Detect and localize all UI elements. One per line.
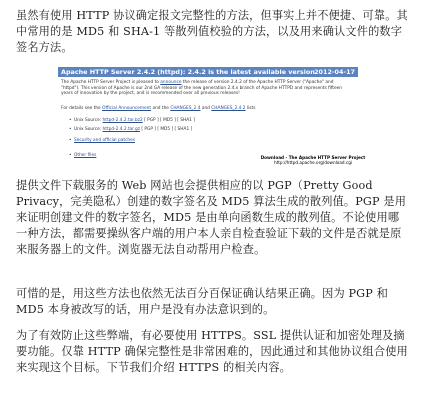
figure-caption: [258, 155, 368, 165]
item-extra[interactable]: [ PGP ] [ MD5 ] [ SHA1 ]: [139, 127, 193, 132]
details-pre: For details see the: [61, 106, 103, 111]
details-mid: and the: [151, 106, 171, 111]
download-item: [69, 138, 135, 143]
paragraph-https: 为了有效防止这些弊端，有必要使用 HTTPS。SSL 提供认证和加密处理及摘要功能。仅靠 HTTP 确保完整性是非常困难的，因此通过和其他协议组合使用来实现这个目标。下节我们介绍 HTTPS 的相关内容。: [16, 329, 408, 374]
figure-announcement-text: [61, 80, 353, 97]
figure-header-title: Apache HTTP Server 2.4.2 (httpd): 2.4.2 is the latest available version: [61, 68, 315, 76]
figure-header-bar: [58, 67, 358, 77]
item-extra[interactable]: [ PGP ] [ MD5 ] [ SHA1 ]: [142, 118, 195, 123]
official-announcement-link[interactable]: Official Announcement: [102, 106, 152, 111]
announce-link[interactable]: announce: [160, 80, 182, 85]
caption-title: Download - The Apache HTTP Server Project: [260, 155, 366, 160]
item-label: Unix Source:: [74, 118, 103, 123]
download-item: [69, 118, 195, 123]
bullet-icon: •: [69, 138, 72, 143]
paragraph-pgp-md5: 提供文件下载服务的 Web 网站也会提供相应的以 PGP（Pretty Good Privacy，完美隐私）创建的数字签名及 MD5 算法生成的散列值。PGP 是用来证明创建文件的数字签名，MD5 是由单向函数生成的散列值。不论使用哪一种方法，都需要操纵客户端的用户本人亲自检查验证下载的文件是否就是原来服务器上的文件。浏览器无法自动帮用户检查。: [16, 179, 407, 256]
caption-url: http://httpd.apache.org/download.cgi: [273, 160, 353, 166]
item-link[interactable]: Security and official patches: [74, 138, 136, 143]
paragraph-intro: 虽然有使用 HTTP 协议确定报文完整性的方法，但事实上并不便捷、可靠。其中常用的是 MD5 和 SHA-1 等散列值校验的方法，以及用来确认文件的数字签名方法。: [16, 9, 408, 54]
figure-details-line: [61, 106, 255, 111]
download-item: [69, 153, 96, 158]
bullet-icon: •: [69, 127, 72, 132]
paragraph-limitation: 可惜的是，用这些方法也依然无法百分百保证确认结果正确。因为 PGP 和 MD5 本身被改写的话，用户是没有办法意识到的。: [16, 287, 388, 316]
details-and: and: [200, 106, 212, 111]
bullet-icon: •: [69, 153, 72, 158]
bullet-icon: •: [69, 118, 72, 123]
changes-24-link[interactable]: CHANGES_2.4: [170, 106, 201, 111]
figure-header-date: 2012-04-17: [314, 68, 355, 76]
item-label: Unix Source:: [74, 127, 103, 132]
item-link[interactable]: Other files: [74, 153, 97, 158]
download-item: [69, 127, 192, 132]
details-post: lists: [245, 106, 256, 111]
item-link[interactable]: httpd-2.4.2.tar.bz2: [102, 118, 143, 123]
announcement-pre: The Apache HTTP Server Project is pleased to: [61, 80, 161, 85]
item-link[interactable]: httpd-2.4.2.tar.gz: [102, 127, 140, 132]
announcement-post: the release of version 2.4.2 of the Apache HTTP Server ("Apache" and "httpd"). This version of Apache is our 2nd GA release of the new generation 2.4.x branch of Apache HTTPD and represents fifteen years of innovation by the project, and is recommended over all previous releases!: [61, 80, 342, 97]
apache-download-figure: [58, 67, 366, 167]
changes-242-link[interactable]: CHANGES_2.4.2: [211, 106, 246, 111]
